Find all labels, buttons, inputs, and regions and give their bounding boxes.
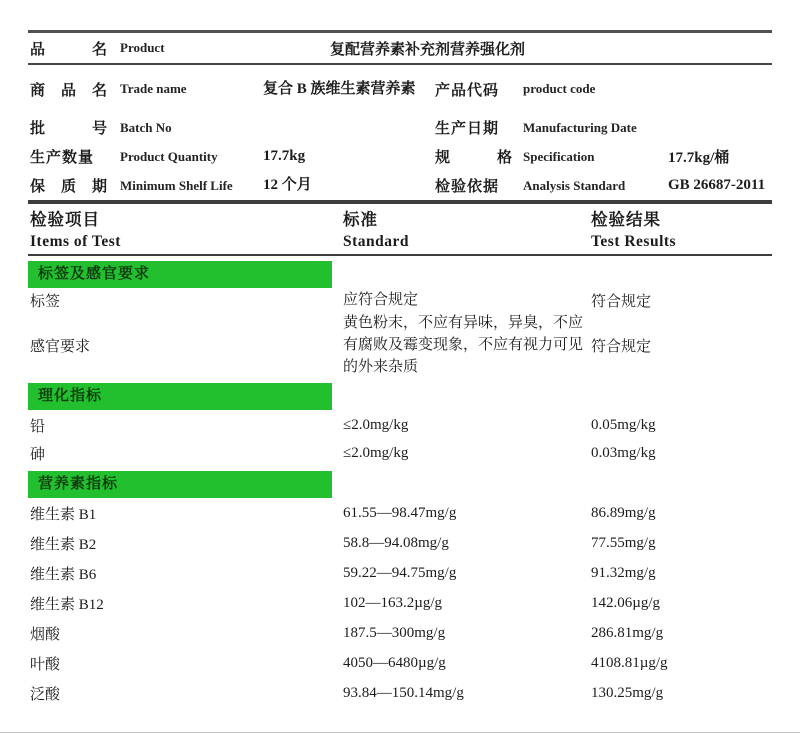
test-row-niacin: [28, 618, 772, 648]
batch-label-zh: 批 号: [30, 121, 108, 137]
test-row-vitamin-b1: [28, 498, 772, 528]
item-standard: 58.8—94.08mg/g: [343, 535, 449, 551]
header-standard-cell: [343, 208, 591, 254]
info-row-batch: [28, 113, 772, 142]
item-result: 0.03mg/kg: [591, 444, 656, 461]
quantity-value: 17.7kg: [263, 148, 306, 164]
item-result: 符合规定: [591, 338, 652, 355]
test-table-header: [28, 204, 772, 254]
test-row-arsenic: [28, 440, 772, 466]
section-title-label-sensory: 标签及感官要求: [28, 261, 332, 288]
item-name: 维生素 B6: [30, 566, 97, 583]
info-row-product: [28, 33, 772, 63]
trade-name-label-zh: 商 品 名: [30, 82, 108, 99]
item-result: 4108.81µg/g: [591, 654, 668, 671]
item-standard: 102—163.2µg/g: [343, 595, 443, 611]
product-name-value: 复配营养素补充剂营养强化剂: [330, 41, 526, 58]
spec-label-zh-cell: [435, 146, 523, 167]
header-results-en: Test Results: [591, 233, 677, 250]
batch-label-en: Batch No: [120, 119, 172, 135]
item-result: 130.25mg/g: [591, 684, 664, 701]
product-code-label-zh: 产品代码: [435, 82, 500, 99]
item-name: 维生素 B2: [30, 536, 97, 553]
test-row-sensory: [28, 312, 772, 378]
quantity-label-zh: 生产数量: [30, 150, 95, 166]
mfg-date-label-en: Manufacturing Date: [523, 119, 637, 135]
item-name: 泛酸: [30, 686, 61, 703]
shelf-life-value: 12 个月: [263, 177, 312, 193]
item-result: 91.32mg/g: [591, 564, 656, 581]
section-title-nutrients: 营养素指标: [28, 471, 332, 498]
item-standard: 61.55—98.47mg/g: [343, 505, 457, 521]
product-code-label-en: product code: [523, 81, 596, 96]
analysis-standard-label-en: Analysis Standard: [523, 177, 626, 193]
item-standard: 应符合规定: [343, 292, 419, 308]
analysis-standard-label-zh-cell: [435, 175, 523, 196]
spec-value: 17.7kg/桶: [668, 150, 730, 166]
info-row-quantity: [28, 142, 772, 171]
trade-name-label-en: Trade name: [120, 81, 187, 96]
quantity-label-zh-cell: [28, 146, 120, 167]
item-name: 砷: [30, 446, 46, 463]
report-content: [28, 30, 772, 708]
item-result: 0.05mg/kg: [591, 416, 656, 433]
item-result: 符合规定: [591, 293, 652, 310]
item-standard: ≤2.0mg/kg: [343, 445, 409, 461]
item-standard: 93.84—150.14mg/g: [343, 685, 464, 701]
test-row-folic-acid: [28, 648, 772, 678]
product-label-zh: 品 名: [30, 41, 108, 58]
item-result: 142.06µg/g: [591, 594, 661, 611]
spec-label-zh: 规 格: [435, 150, 513, 166]
mfg-date-label-zh-cell: [435, 117, 523, 138]
header-results-zh: 检验结果: [591, 210, 661, 229]
item-name: 铅: [30, 418, 46, 435]
item-name: 维生素 B1: [30, 506, 97, 523]
header-items-cell: [28, 208, 343, 254]
info-row-shelf-life: [28, 171, 772, 200]
product-code-label-zh-cell: [435, 79, 523, 100]
shelf-life-label-zh-cell: [28, 175, 120, 196]
spec-label-en: Specification: [523, 148, 595, 164]
info-row-trade-name: [28, 65, 772, 113]
header-standard-zh: 标准: [343, 210, 378, 229]
header-results-cell: [591, 208, 772, 254]
mfg-date-label-zh: 生产日期: [435, 121, 500, 137]
header-items-zh: 检验项目: [30, 210, 100, 229]
trade-name-label-zh-cell: [28, 79, 120, 100]
item-standard: 187.5—300mg/g: [343, 625, 446, 641]
product-label-zh-cell: [28, 38, 120, 59]
analysis-standard-value: GB 26687-2011: [668, 177, 766, 193]
test-row-pantothenic-acid: [28, 678, 772, 708]
quantity-label-en: Product Quantity: [120, 148, 218, 164]
header-items-en: Items of Test: [30, 233, 121, 250]
item-result: 86.89mg/g: [591, 504, 656, 521]
header-underline: [28, 254, 772, 256]
header-standard-en: Standard: [343, 233, 410, 250]
item-name: 维生素 B12: [30, 596, 104, 613]
item-standard: 4050—6480µg/g: [343, 655, 446, 671]
item-standard: ≤2.0mg/kg: [343, 417, 409, 433]
test-row-vitamin-b6: [28, 558, 772, 588]
item-name: 感官要求: [30, 338, 91, 355]
item-standard: 黄色粉末，不应有异味，异臭，不应有腐败及霉变现象，不应有视力可见的外来杂质: [343, 315, 584, 375]
test-row-vitamin-b2: [28, 528, 772, 558]
item-name: 叶酸: [30, 656, 61, 673]
section-title-physicochemical: 理化指标: [28, 383, 332, 410]
item-standard: 59.22—94.75mg/g: [343, 565, 457, 581]
trade-name-value: 复合 B 族维生素营养素: [263, 80, 416, 97]
shelf-life-label-en: Minimum Shelf Life: [120, 177, 233, 193]
item-result: 286.81mg/g: [591, 624, 664, 641]
item-name: 烟酸: [30, 626, 61, 643]
shelf-life-label-zh: 保 质 期: [30, 179, 108, 195]
item-result: 77.55mg/g: [591, 534, 656, 551]
item-name: 标签: [30, 293, 61, 310]
test-row-lead: [28, 410, 772, 440]
batch-label-zh-cell: [28, 117, 120, 138]
test-row-label: [28, 288, 772, 312]
test-row-vitamin-b12: [28, 588, 772, 618]
product-label-en: Product: [120, 40, 165, 55]
analysis-standard-label-zh: 检验依据: [435, 179, 500, 195]
